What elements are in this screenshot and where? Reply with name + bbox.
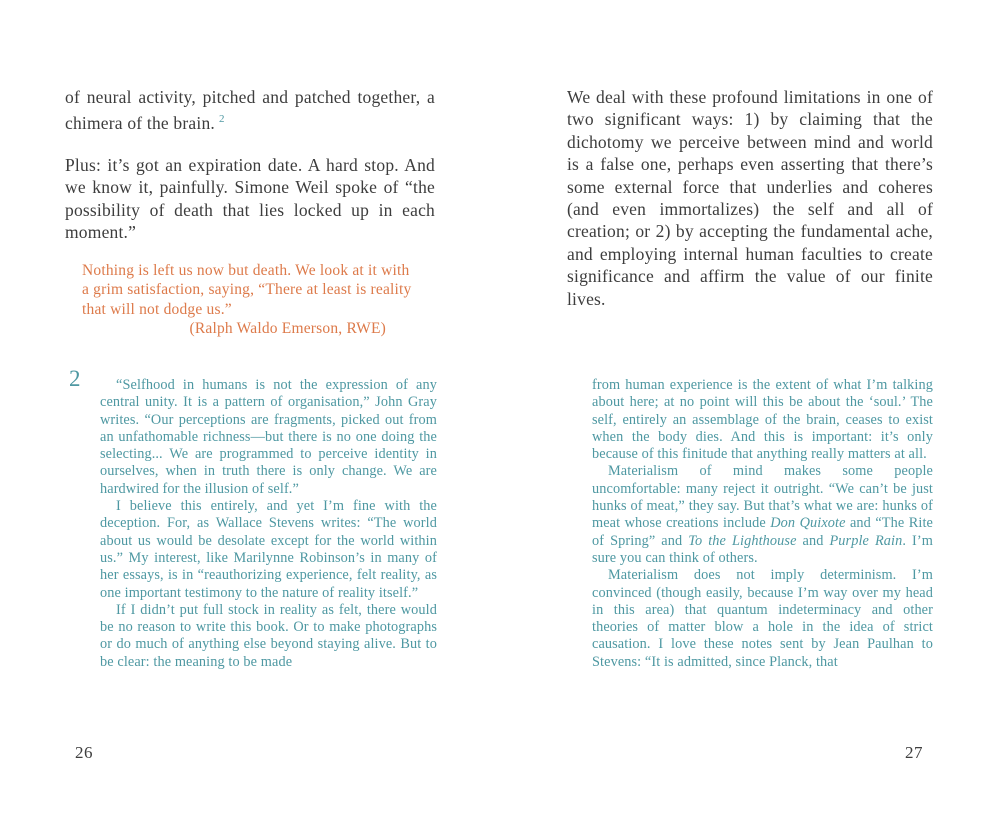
right-footnote	[592, 377, 933, 671]
footnote-segment: . I’m sure you can think of others.	[592, 532, 933, 566]
left-body-paragraph-1	[65, 86, 435, 135]
left-footnote	[100, 377, 437, 671]
footnote-paragraph: I believe this entirely, and yet I’m fine with the deception. For, as Wallace Stevens writes: “The world about us would be desolate except for the world within us.” My interest, like Marilynne Robinson’s in many of her essays, is in “reauthorizing experience, felt reality, as one important testimony to the nature of reality itself.”	[100, 498, 437, 601]
book-title-italic: Don Quixote	[770, 515, 846, 532]
footnote-reference: 2	[218, 113, 225, 126]
footnote-segment: and	[796, 532, 830, 549]
footnote-paragraph: “Selfhood in humans is not the expression of any central unity. It is a pattern of organisation,” John Gray writes. “Our perceptions are fragments, picked out from an unfathomable richness—but there is no one doing the selecting... We are programmed to perceive identity in ourselves, when in truth there is only change. We are hardwired for the illusion of self.”	[100, 377, 437, 497]
right-body-paragraph: We deal with these profound limitations in one of two significant ways: 1) by claiming that the dichotomy we perceive between mind and world is a false one, perhaps even asserting that there’s some external force that underlies and coheres (and even immortalizes) the self and all of creation; or 2) by accepting the fundamental ache, and employing internal human faculties to create significance and affirm the value of our finite lives.	[567, 87, 933, 309]
quote-attribution: (Ralph Waldo Emerson, RWE)	[189, 320, 386, 338]
quote-text: Nothing is left us now but death. We look at it with a grim satisfaction, saying, “There at least is reality that will not dodge us.”	[82, 262, 412, 318]
page-number-right: 27	[905, 743, 923, 762]
footnote-paragraph: from human experience is the extent of what I’m talking about here; at no point will this be about the ‘soul.’ The self, entirely an assemblage of the brain, ceases to exist when the body dies. And this is important: it’s only because of this finitude that anything really matters at all.	[592, 377, 933, 463]
book-title-italic: To the Lighthouse	[688, 532, 797, 549]
page-number-left: 26	[75, 743, 93, 762]
footnote-paragraph: Materialism does not imply determinism. I’m convinced (though easily, because I’m way over my head in this area) that quantum indeterminacy and other theories of matter blow a hole in the idea of strict causation. I love these notes sent by Jean Paulhan to Stevens: “It is admitted, since Planck, that	[592, 567, 933, 670]
footnote-number: 2	[69, 366, 81, 391]
footnote-paragraph: If I didn’t put full stock in reality as felt, there would be no reason to write this book. Or to make photographs or do much of anything else beyond staying alive. But to be clear: the meaning to be made	[100, 601, 437, 670]
footnote-segment: and “The Rite of Spring” and	[592, 515, 933, 549]
footnote-segment: Materialism of mind makes some people uncomfortable: many reject it outright. “We can’t be just hunks of meat,” they say. But that’s what we are: hunks of meat whose creations include	[592, 463, 933, 532]
footnote-paragraph	[592, 463, 933, 567]
book-title-italic: Purple Rain	[829, 532, 903, 549]
paragraph-text: of neural activity, pitched and patched together, a chimera of the brain.	[65, 87, 435, 134]
emerson-quote	[82, 261, 418, 339]
left-body-paragraph-2: Plus: it’s got an expiration date. A hard stop. And we know it, painfully. Simone Weil spoke of “the possibility of death that lies locked up in each moment.”	[65, 155, 435, 243]
